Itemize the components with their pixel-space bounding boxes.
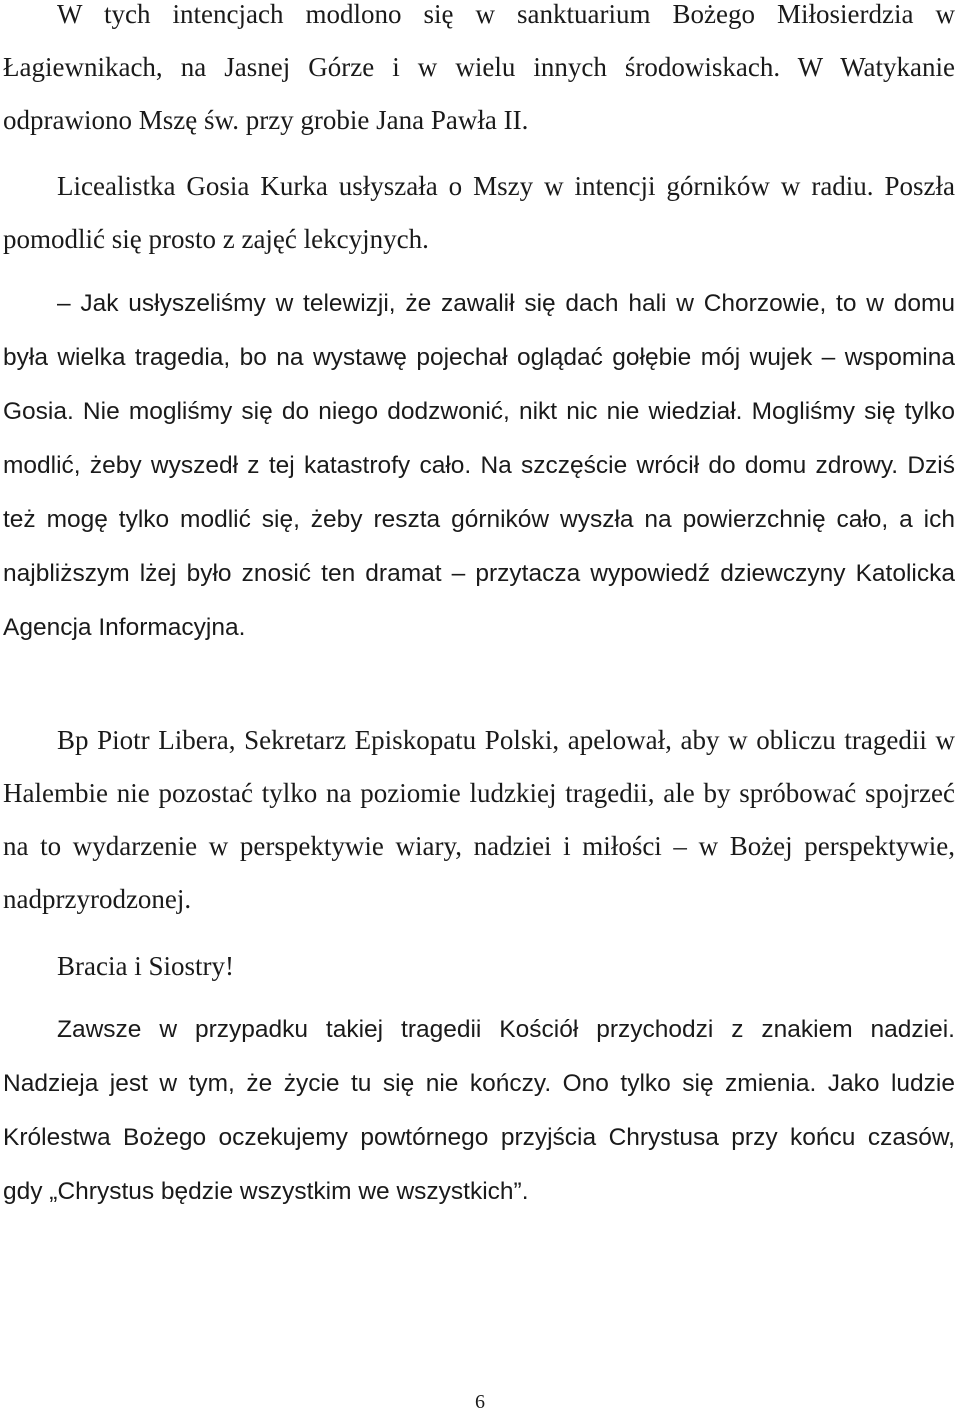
paragraph-greeting: Bracia i Siostry! (57, 951, 234, 981)
paragraph-gosia-radio: Licealistka Gosia Kurka usłyszała o Mszy w intencji górników w radiu. Poszła pomodlić się prosto z zajęć lekcyjnych. (3, 171, 955, 254)
page-number: 6 (475, 1391, 485, 1413)
paragraph-church-hope: Zawsze w przypadku takiej tragedii Kościół przychodzi z znakiem nadziei. Nadzieja jest w tym, że życie tu się nie kończy. Ono tylko się zmienia. Jako ludzie Królestwa Bożego oczekujemy powtórnego przyjścia Chrystusa przy końcu czasów, gdy „Chrystus będzie wszystkim we wszystkich”. (3, 1016, 955, 1205)
paragraph-gosia-quote: – Jak usłyszeliśmy w telewizji, że zawalił się dach hali w Chorzowie, to w domu była wielka tragedia, bo na wystawę pojechał oglądać gołębie mój wujek – wspomina Gosia. Nie mogliśmy się do niego dodzwonić, nikt nic nie wiedział. Mogliśmy się tylko modlić, żeby wyszedł z tej katastrofy cało. Na szczęście wrócił do domu zdrowy. Dziś też mogę tylko modlić się, żeby reszta górników wyszła na powierzchnię cało, a ich najbliższym lżej było znosić ten dramat – przytacza wypowiedź dziewczyny Katolicka Agencja Informacyjna. (3, 290, 955, 641)
paragraph-sanctuary-prayers: W tych intencjach modlono się w sanktuarium Bożego Miłosierdzia w Łagiewnikach, na Jasnej Górze i w wielu innych środowiskach. W Watykanie odprawiono Mszę św. przy grobie Jana Pawła II. (3, 0, 955, 135)
paragraph-bishop-libera: Bp Piotr Libera, Sekretarz Episkopatu Polski, apelował, aby w obliczu tragedii w Halembie nie pozostać tylko na poziomie ludzkiej tragedii, ale by spróbować spojrzeć na to wydarzenie w perspektywie wiary, nadziei i miłości – w Bożej perspektywie, nadprzyrodzonej. (3, 725, 955, 914)
